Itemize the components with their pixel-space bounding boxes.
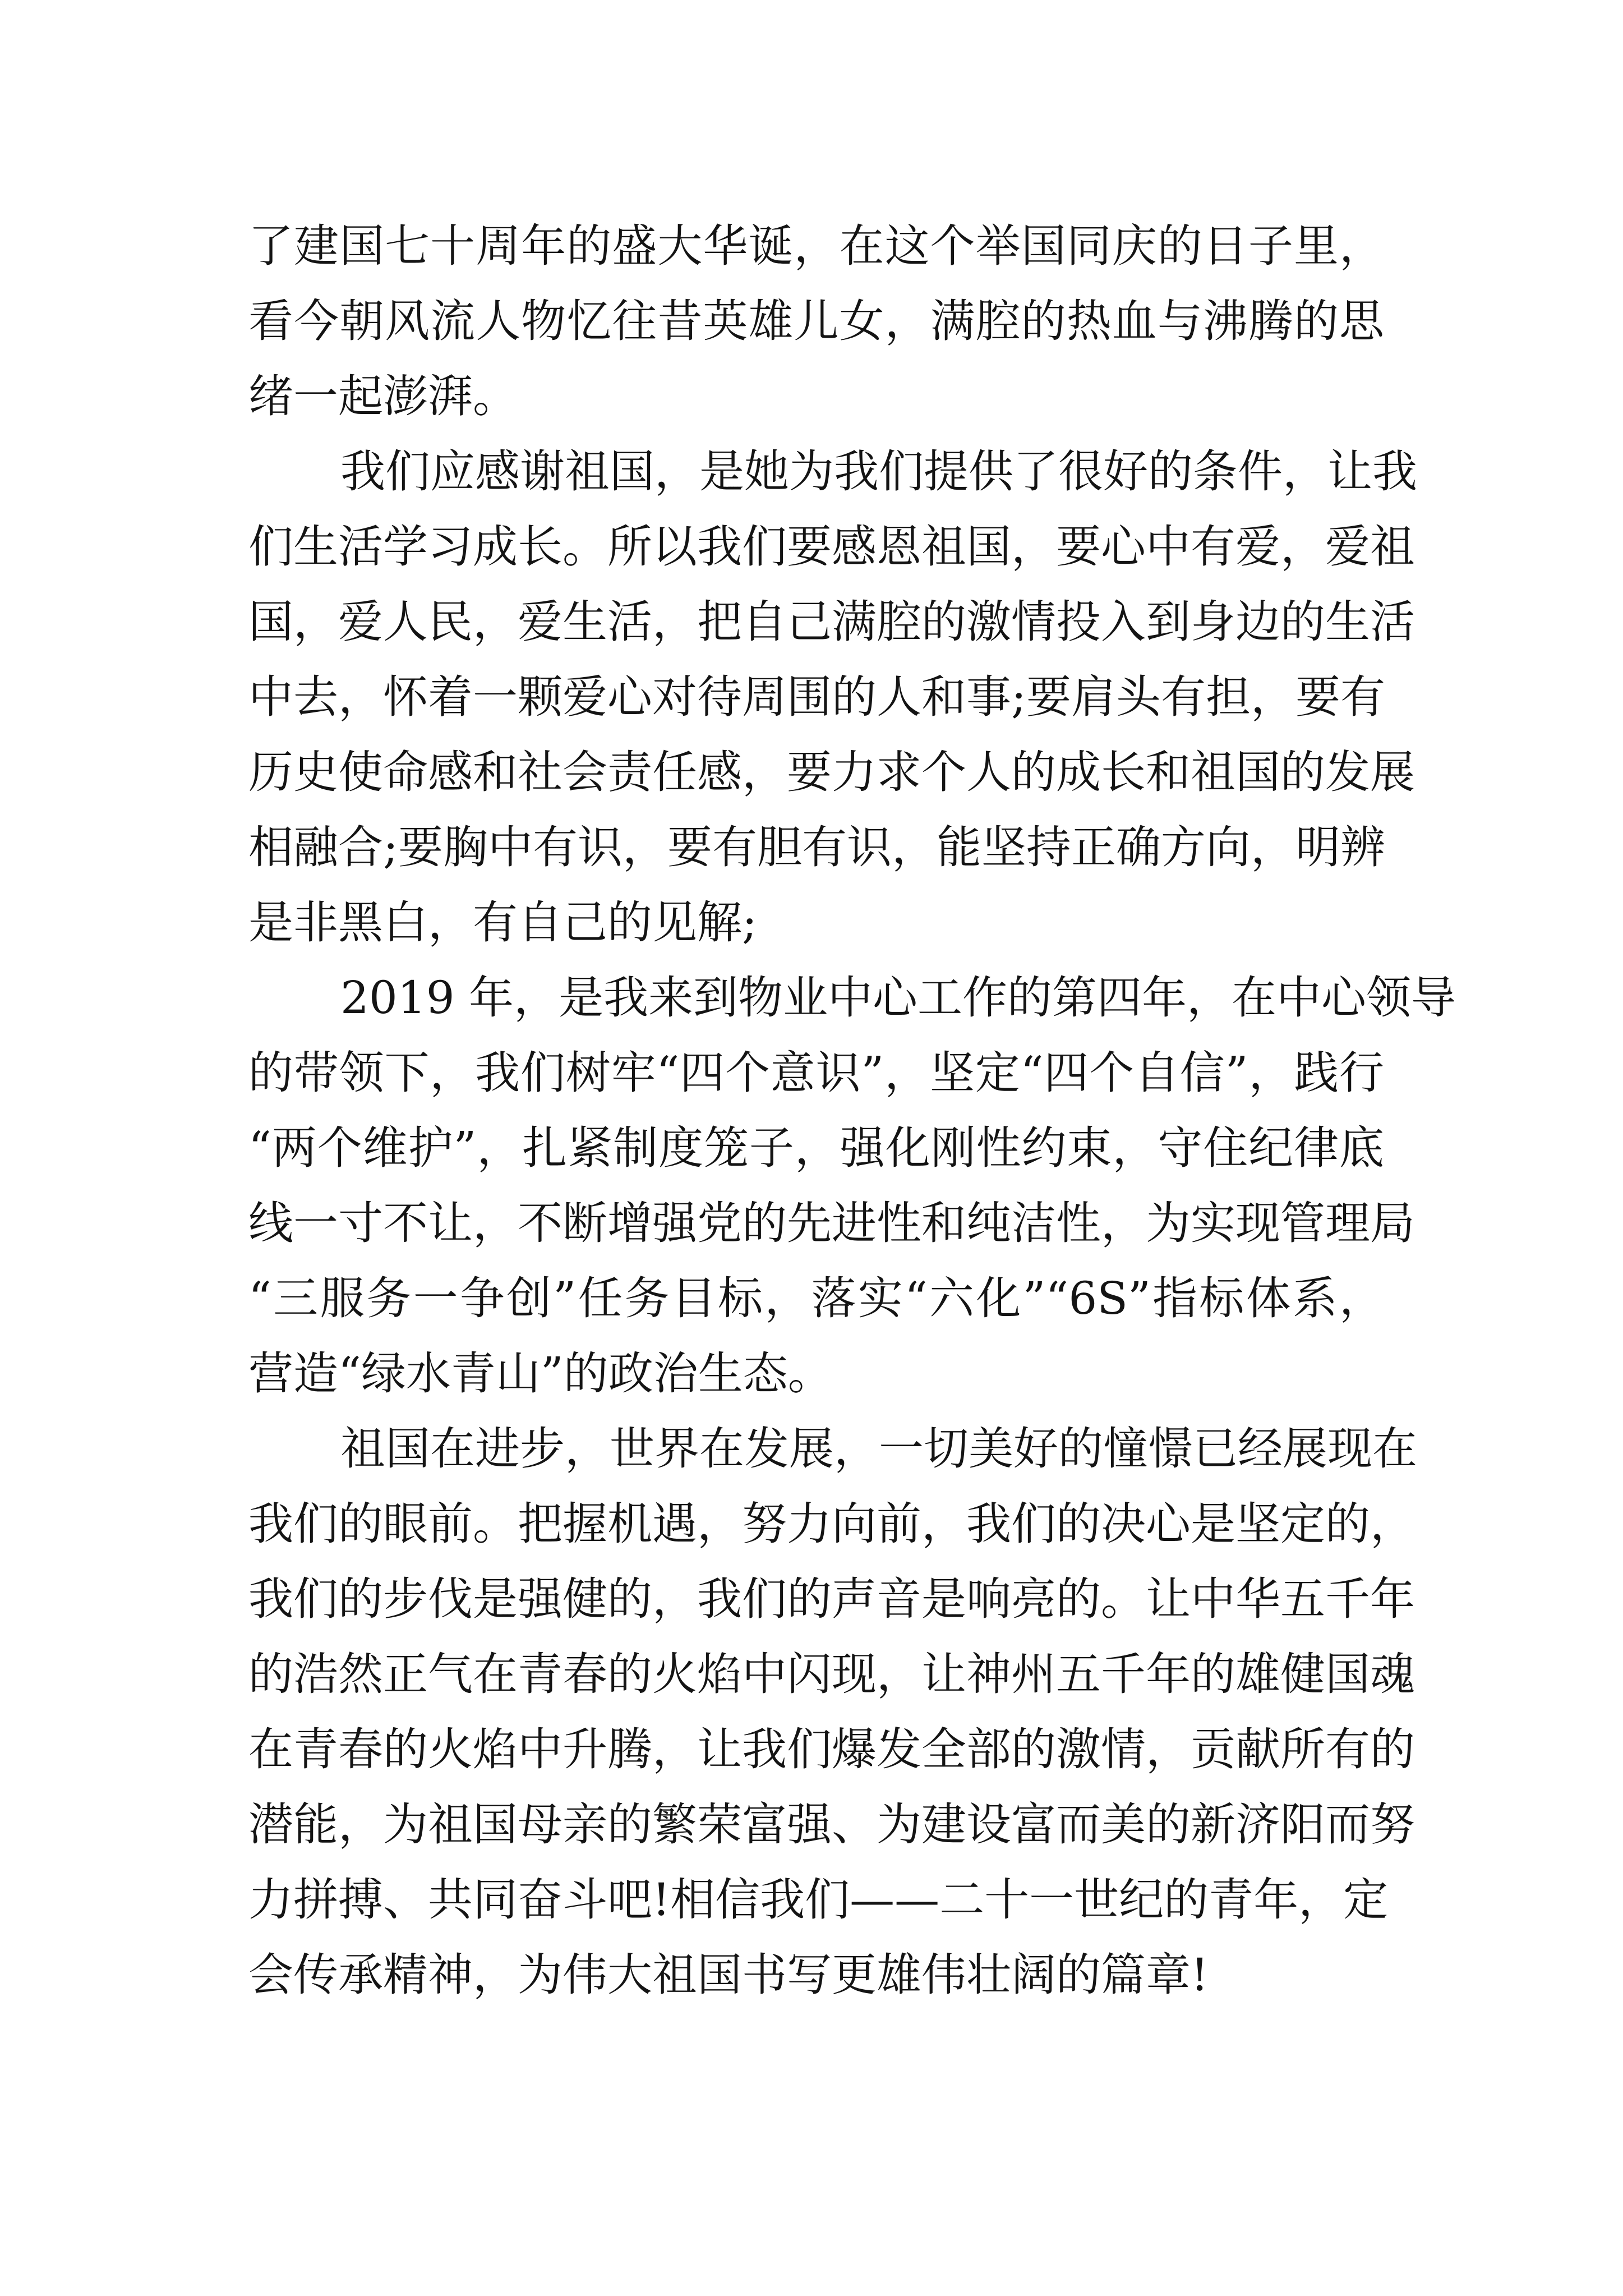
text-line: 会传承精神，为伟大祖国书写更雄伟壮阔的篇章!: [248, 1949, 1209, 2001]
text-line: 相融合;要胸中有识，要有胆有识，能坚持正确方向，明辨: [248, 821, 1385, 873]
text-line: 的浩然正气在青春的火焰中闪现，让神州五千年的雄健国魂: [248, 1648, 1415, 1700]
text-line: 历史使命感和社会责任感，要力求个人的成长和祖国的发展: [248, 746, 1415, 798]
text-line: 中去，怀着一颗爱心对待周围的人和事;要肩头有担，要有: [248, 671, 1385, 723]
paragraph-first-line: 我们应感谢祖国，是她为我们提供了很好的条件，让我: [340, 445, 1417, 498]
text-line: 线一寸不让，不断增强党的先进性和纯洁性，为实现管理局: [248, 1197, 1415, 1249]
text-line: 我们的步伐是强健的，我们的声音是响亮的。让中华五千年: [248, 1573, 1415, 1625]
text-line: 在青春的火焰中升腾，让我们爆发全部的激情，贡献所有的: [248, 1723, 1415, 1775]
text-line: “三服务一争创”任务目标，落实“六化”“6S”指标体系，: [248, 1272, 1384, 1324]
body-text: [248, 209, 1456, 2013]
text-line: 营造“绿水青山”的政治生态。: [248, 1347, 833, 1400]
text-line: 了建国七十周年的盛大华诞，在这个举国同庆的日子里，: [248, 220, 1384, 272]
paragraph-first-line: 2019 年，是我来到物业中心工作的第四年，在中心领导: [340, 972, 1456, 1024]
text-line: 们生活学习成长。所以我们要感恩祖国，要心中有爱，爱祖: [248, 521, 1415, 573]
text-line: “两个维护”，扎紧制度笼子，强化刚性约束，守住纪律底: [248, 1122, 1384, 1174]
text-line: 潜能，为祖国母亲的繁荣富强、为建设富而美的新济阳而努: [248, 1798, 1415, 1851]
text-line: 绪一起澎湃。: [248, 370, 518, 422]
paragraph-first-line: 祖国在进步，世界在发展，一切美好的憧憬已经展现在: [340, 1423, 1417, 1475]
text-line: 是非黑白，有自己的见解;: [248, 896, 757, 949]
text-line: 国，爱人民，爱生活，把自己满腔的激情投入到身边的生活: [248, 596, 1415, 648]
text-line: 我们的眼前。把握机遇，努力向前，我们的决心是坚定的，: [248, 1498, 1415, 1550]
text-line: 力拼搏、共同奋斗吧!相信我们——二十一世纪的青年，定: [248, 1874, 1389, 1926]
text-line: 看今朝风流人物忆往昔英雄儿女，满腔的热血与沸腾的思: [248, 295, 1384, 347]
text-line: 的带领下，我们树牢“四个意识”，坚定“四个自信”，践行: [248, 1047, 1384, 1099]
